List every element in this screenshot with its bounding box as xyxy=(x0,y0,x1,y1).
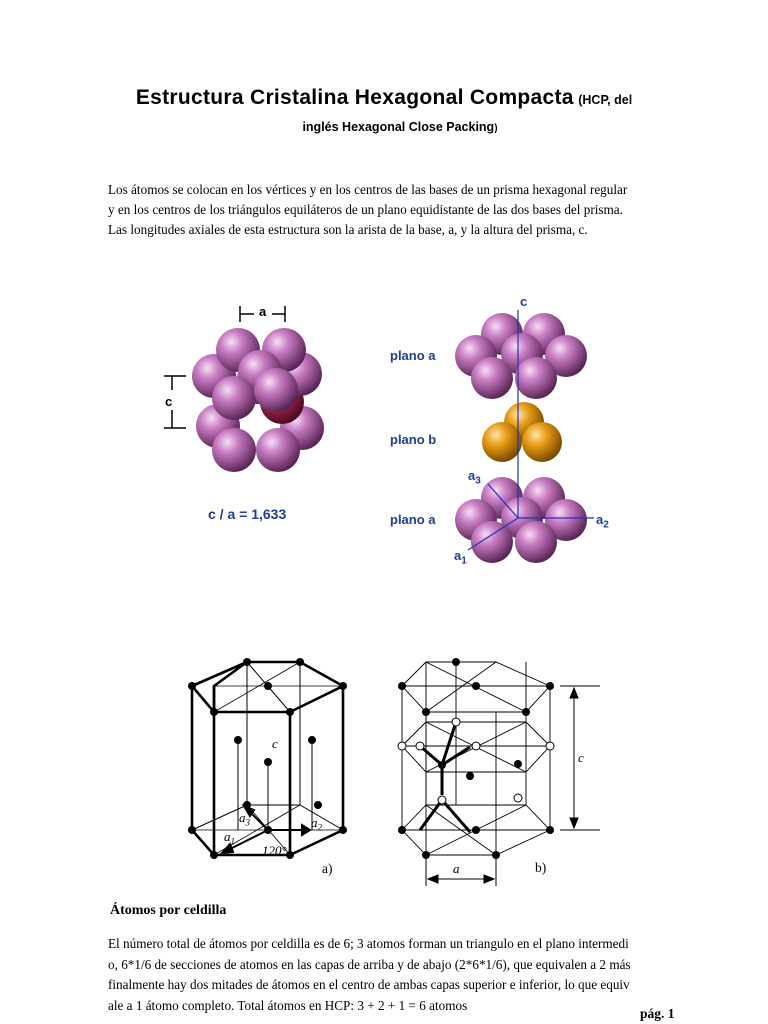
document-title xyxy=(0,86,768,110)
hcp-plane-stacking-figure xyxy=(440,292,630,582)
page-number: pág. 1 xyxy=(640,1006,675,1021)
section-line: El número total de átomos por celdilla es de 6; 3 atomos forman un triangulo en el plano intermedi xyxy=(108,936,629,951)
figure3-axis-a1: $a_1$ xyxy=(224,829,235,847)
document-subtitle xyxy=(0,120,768,134)
subtitle-text: inglés Hexagonal Close Packing xyxy=(302,120,495,134)
figure4-caption: b) xyxy=(535,860,547,875)
figure3-caption: a) xyxy=(322,861,333,876)
subtitle-paren-end: ) xyxy=(494,123,498,134)
figure2-axis-c: c xyxy=(520,294,528,309)
figure4-label-a: a xyxy=(453,861,460,876)
hcp-sphere-cluster-figure xyxy=(150,298,350,538)
intro-line: y en los centros de los triángulos equiláteros de un plano equidistante de las dos bases del prisma. xyxy=(108,202,623,217)
figure2-plane-a-top: plano a xyxy=(390,348,436,363)
hcp-unit-cell-figure-a xyxy=(180,650,370,870)
figure2-plane-b: plano b xyxy=(390,432,437,447)
title-main: Estructura Cristalina Hexagonal Compacta xyxy=(135,86,574,109)
section-line: o, 6*1/6 de secciones de atomos en las capas de arriba y de abajo (2*6*1/6), que equivalen a 2 más xyxy=(108,956,631,972)
figure1-label-a: a xyxy=(259,304,267,319)
figure1-ratio: c / a = 1,633 xyxy=(208,506,287,522)
hcp-lattice-figure-b xyxy=(390,650,610,890)
section-line: finalmente hay dos mitades de átomos en el centro de ambas capas superior e inferior, lo que equiv xyxy=(108,977,630,992)
figure4-label-c: c xyxy=(578,750,584,765)
figure3-label-c: c xyxy=(272,736,278,751)
section-paragraph xyxy=(108,934,688,1016)
intro-line: Los átomos se colocan en los vértices y en los centros de las bases de un prisma hexagonal regular xyxy=(108,182,628,197)
figure2-axis-a2: $a_2$ xyxy=(596,512,609,531)
figure3-axis-a3: $a_3$ xyxy=(239,810,250,828)
intro-line: Las longitudes axiales de esta estructura son la arista de la base, a, y la altura del prisma, c. xyxy=(108,222,588,237)
figure2-axis-a1: $a_1$ xyxy=(454,548,467,567)
figure1-label-c: c xyxy=(165,394,173,409)
title-paren-start: (HCP, del xyxy=(578,93,633,107)
figure2-plane-a-bottom: plano a xyxy=(390,512,436,527)
section-line: ale a 1 átomo completo. Total átomos en HCP: 3 + 2 + 1 = 6 atomos xyxy=(108,997,468,1013)
intro-paragraph xyxy=(108,180,688,240)
figure3-angle: 120° xyxy=(262,843,287,858)
figure3-axis-a2: $a_2$ xyxy=(311,815,322,833)
section-heading: Átomos por celdilla xyxy=(110,903,227,918)
figure2-axis-a3: $a_3$ xyxy=(468,468,481,487)
